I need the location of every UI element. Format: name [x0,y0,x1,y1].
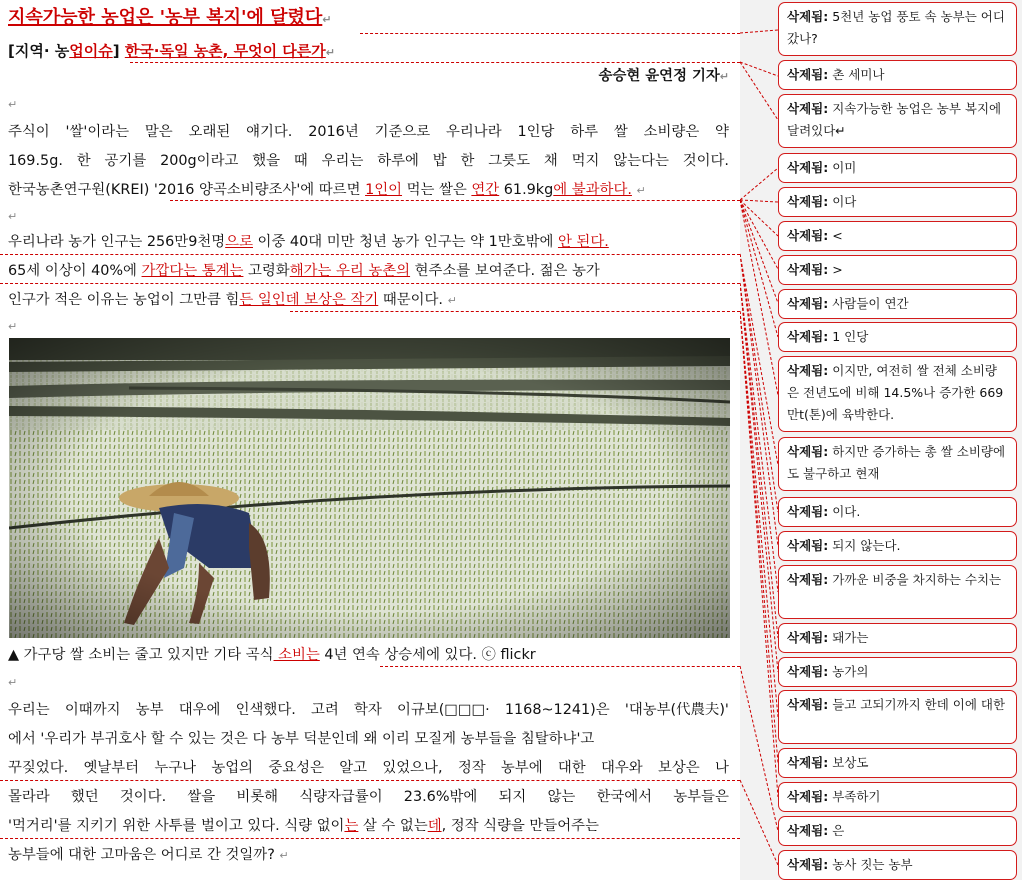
paragraph-mark: ↵ [8,676,18,689]
comment-label: 삭제됨: [787,262,829,277]
word: 알고 [339,760,368,776]
deleted-text-comment[interactable] [778,187,1017,217]
word: 학자 [353,702,382,718]
word: 고려 [310,702,339,718]
revision-leader-line [0,283,740,284]
p3-line-6 [8,845,729,866]
comment-text: 부족하기 [828,789,881,804]
body-text: 우리나라 농가 인구는 256만9천명 [8,234,226,250]
rice-paddy-photo[interactable] [9,338,730,638]
deleted-text-comment[interactable] [778,289,1017,319]
comment-text: 이다. [828,504,861,519]
inserted-text: 안 된다. [557,234,609,250]
comment-label: 삭제됨: [787,664,829,679]
word: 농부 [135,702,164,718]
word: 소비량은 [643,124,700,140]
revision-leader-line [360,33,740,34]
comment-label: 삭제됨: [787,296,829,311]
empty-paragraph [8,206,729,227]
comment-label: 삭제됨: [787,329,829,344]
word: 않는 [547,789,576,805]
inserted-text: 한국·독일 농촌, 무엇이 다른가 [124,42,326,60]
paragraph-mark: ↵ [325,46,335,59]
word: 식량자급률이 [299,789,383,805]
inserted-text: 가깝다는 통계는 [141,263,244,279]
comment-label: 삭제됨: [787,101,829,116]
word: 농부들은 [673,789,729,805]
word: 몰라라 [8,789,50,805]
comment-label: 삭제됨: [787,538,829,553]
comment-text: 가까운 비중을 차지하는 수치는 [828,572,1002,587]
empty-paragraph [8,672,729,693]
paragraph-mark: ↵ [8,210,18,223]
article-subtitle [8,40,729,64]
body-text: 농부들에 대한 고마움은 어디로 간 것일까? [8,847,275,863]
comment-text: 5천년 농업 풍토 속 농부는 어디 갔나? [787,9,1005,46]
word: 쌀을 [187,789,216,805]
deleted-text-comment[interactable] [778,255,1017,285]
body-text: 먹는 쌀은 [402,182,472,198]
comment-label: 삭제됨: [787,194,829,209]
word: 1168~1241)은 [504,702,610,718]
word: 기준으로 [374,124,431,140]
word: 되지 [498,789,527,805]
comment-text: 돼가는 [828,630,869,645]
comment-text: 이지만, 여전히 쌀 전체 소비량은 전년도에 비해 14.5%나 증가한 669만t(톤)에 육박한다. [787,363,1004,422]
comment-label: 삭제됨: [787,160,829,175]
body-text: 현주소를 보여준다. 젊은 농가 [410,263,600,279]
inserted-text: 든 일인데 보상은 작기 [239,292,379,308]
photo-caption [8,645,729,665]
comment-text: 은 [828,823,845,838]
comment-text: < [828,228,843,243]
p3-line-4 [8,787,729,807]
p2-line-1 [8,232,729,252]
body-text: 에서 '우리가 부귀호사 할 수 있는 것은 다 농부 덕분인데 왜 이리 모질게 농부들을 침탈하냐'고 [8,731,595,747]
empty-paragraph [8,316,729,337]
p3-line-5 [8,816,729,836]
word: 했던 [70,789,99,805]
revision-leader-line [0,838,740,839]
word: 하루에 [377,153,419,169]
word: 2016년 [308,124,359,140]
comment-label: 삭제됨: [787,789,829,804]
deleted-text-comment[interactable] [778,497,1017,527]
rice-paddy-image [9,338,730,638]
deleted-text-comment[interactable] [778,565,1017,619]
word: '쌀'이라는 [65,124,130,140]
deleted-text-comment[interactable] [778,2,1017,56]
word: 우리는 [8,702,50,718]
deleted-text-comment[interactable] [778,437,1017,491]
p2-line-2 [8,261,729,281]
comment-label: 삭제됨: [787,9,829,24]
inserted-text: 1인이 [365,182,403,198]
deleted-text-comment[interactable] [778,623,1017,653]
deleted-text-comment[interactable] [778,748,1017,778]
comment-label: 삭제됨: [787,697,829,712]
body-text: 고령화 [243,263,290,279]
comment-text: 지속가능한 농업은 농부 복지에 달려있다↵ [787,101,1002,138]
comment-text: 농사 짓는 농부 [828,857,913,872]
body-text: 때문이다. [378,292,444,308]
paragraph-mark: ↵ [447,294,457,307]
comment-label: 삭제됨: [787,857,829,872]
comment-label: 삭제됨: [787,572,829,587]
word: 한 [460,153,475,169]
comment-label: 삭제됨: [787,444,829,459]
word: 얘기다. [246,124,293,140]
word: 약 [715,124,729,140]
word: 나 [715,760,729,776]
word: 중요성은 [268,760,324,776]
word: 주식이 [8,124,50,140]
inserted-text: 는 [344,818,359,834]
deleted-text-comment[interactable] [778,60,1017,90]
word: 정작 [457,760,486,776]
inserted-text: 소비는 [273,647,320,663]
word: 밥 [432,153,447,169]
body-text: 인구가 적은 이유는 농업이 그만큼 힘 [8,292,240,308]
deleted-text-comment[interactable] [778,531,1017,561]
word: 꾸짖었다. [8,760,69,776]
p1-line-1 [8,122,729,142]
comment-label: 삭제됨: [787,630,829,645]
revision-leader-line [0,254,740,255]
p2-line-3 [8,290,729,311]
comment-text: 이미 [828,160,857,175]
deleted-text-comment[interactable] [778,221,1017,251]
deleted-text-comment[interactable] [778,356,1017,432]
comment-margin [740,0,1022,880]
deleted-text-comment[interactable] [778,94,1017,148]
p1-line-3 [8,180,729,201]
comment-text: 이다 [828,194,857,209]
inserted-title: 지속가능한 농업은 '농부 복지'에 달렸다 [8,7,323,28]
body-text: '먹거리'를 지키기 위한 사투를 벌이고 있다. 식량 없이 [8,818,345,834]
comment-text: 농가의 [828,664,869,679]
revision-leader-line [0,780,740,781]
word: 공기를 [104,153,147,169]
revision-leader-line [380,666,740,667]
body-text: 한국농촌연구원(KREI) '2016 양곡소비량조사'에 따르면 [8,182,366,198]
comment-label: 삭제됨: [787,755,829,770]
inserted-text: 으로 [225,234,253,250]
comment-text: 보상도 [828,755,869,770]
article-title [8,6,729,32]
word: 우리나라 [446,124,502,140]
byline-text: 송승현 윤연정 기자 [598,68,720,84]
deleted-text-comment[interactable] [778,153,1017,183]
word: 비롯해 [236,789,279,805]
empty-paragraph [8,94,729,115]
comment-text: 들고 고되기까지 한데 이에 대한 [828,697,1006,712]
paragraph-mark: ↵ [636,184,646,197]
word: 그릇도 [488,153,530,169]
word: 우리는 [321,153,364,169]
word: 했을 [252,153,281,169]
word: 쌀 [613,124,628,140]
word: '대농부(代農夫)' [624,702,729,718]
paragraph-mark: ↵ [279,849,289,862]
comment-text: 촌 세미나 [828,67,885,82]
body-text: , 정작 식량을 만들어주는 [441,818,599,834]
word: 대우와 [601,760,643,776]
comment-label: 삭제됨: [787,228,829,243]
word: 이때까지 [64,702,121,718]
inserted-text: 데 [427,818,442,834]
p3-line-2 [8,729,729,749]
p3-line-3 [8,758,729,778]
comment-text: > [828,262,843,277]
word: 200g이라고 [160,153,239,169]
word: 한 [76,153,91,169]
deleted-text-comment[interactable] [778,850,1017,880]
word: 누구나 [154,760,197,776]
paragraph-mark: ↵ [8,320,18,333]
p1-line-2 [8,151,729,171]
word: 169.5g. [8,153,63,169]
caption-text: ▲ 가구당 쌀 소비는 줄고 있지만 기타 곡식 [8,647,274,663]
word: 23.6%밖에 [403,789,478,805]
comment-text: 1 인당 [828,329,869,344]
subtitle-text: ] [112,42,125,60]
deleted-text-comment[interactable] [778,690,1017,744]
word: 한국에서 [596,789,653,805]
word: 것이다. [119,789,167,805]
body-text: 이중 40대 미만 청년 농가 인구는 약 1만호밖에 [252,234,558,250]
comment-text: 하지만 증가하는 총 쌀 소비량에도 불구하고 현재 [787,444,1006,481]
p3-line-1 [8,700,729,720]
word: 것이다. [682,153,729,169]
revision-leader-line [170,200,740,201]
word: 먹지 [571,153,600,169]
word: 하루 [570,124,599,140]
word: 말은 [144,124,173,140]
word: 있었으나, [382,760,443,776]
inserted-text: 에 불과하다. [553,182,632,198]
comment-label: 삭제됨: [787,504,829,519]
body-text: 61.9kg [499,182,554,198]
comment-label: 삭제됨: [787,67,829,82]
comment-text: 사람들이 연간 [828,296,909,311]
word: 1인당 [517,124,555,140]
word: 옛날부터 [83,760,140,776]
word: 농부에 [500,760,543,776]
inserted-text: 업이슈 [69,42,113,60]
word: 채 [543,153,558,169]
comment-label: 삭제됨: [787,363,829,378]
deleted-text-comment[interactable] [778,657,1017,687]
body-text: 65세 이상이 40%에 [8,263,142,279]
word: 보상은 [658,760,700,776]
word: 이규보(□□□· [396,702,490,718]
word: 대우에 [178,702,221,718]
paragraph-mark: ↵ [8,98,18,111]
revision-leader-line [290,311,740,312]
comment-label: 삭제됨: [787,823,829,838]
paragraph-mark: ↵ [719,70,729,83]
word: 오래된 [188,124,231,140]
word: 때 [293,153,308,169]
word: 인색했다. [235,702,296,718]
body-text: 살 수 없는 [358,818,428,834]
word: 농업의 [211,760,254,776]
subtitle-text: [지역· 농 [8,42,70,60]
deleted-text-comment[interactable] [778,782,1017,812]
word: 대한 [557,760,586,776]
paragraph-mark: ↵ [322,13,332,26]
word: 않는다는 [613,153,669,169]
comment-text: 되지 않는다. [828,538,901,553]
byline [8,66,729,87]
caption-text: 4년 연속 상승세에 있다. ⓒ flickr [319,647,536,663]
inserted-text: 해가는 우리 농촌의 [289,263,411,279]
revision-leader-line [130,62,740,63]
deleted-text-comment[interactable] [778,322,1017,352]
inserted-text: 연간 [471,182,500,198]
deleted-text-comment[interactable] [778,816,1017,846]
